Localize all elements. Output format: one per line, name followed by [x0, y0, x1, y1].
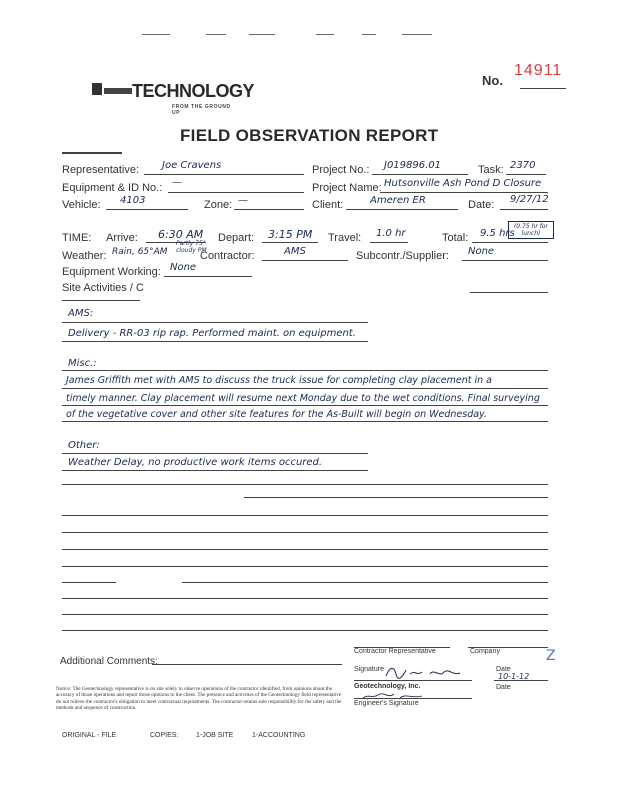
project-name-value: Hutsonville Ash Pond D Closure — [384, 178, 542, 189]
engineer-date-label: Date — [496, 684, 511, 691]
task-value: 2370 — [510, 160, 536, 171]
equipment-working-value: None — [170, 262, 197, 273]
contractor-value: AMS — [284, 246, 306, 257]
other-title: Other: — [68, 440, 100, 451]
copy-job-site: 1-JOB SITE — [196, 732, 234, 739]
weather-note: Partly 75° cloudy PM — [176, 240, 207, 254]
additional-comments-label: Additional Comments: — [60, 656, 158, 667]
signature-label: Signature — [354, 666, 384, 673]
date-value: 9/27/12 — [510, 194, 549, 205]
margin-mark: Z — [546, 648, 556, 664]
misc-title: Misc.: — [68, 358, 97, 369]
scan-mark — [142, 34, 170, 35]
page-title: FIELD OBSERVATION REPORT — [180, 126, 439, 145]
vehicle-label: Vehicle: — [62, 199, 101, 211]
client-value: Ameren ER — [370, 195, 426, 206]
logo-text: TECHNOLOGY — [132, 81, 255, 101]
copy-accounting: 1-ACCOUNTING — [252, 732, 306, 739]
zone-label: Zone: — [204, 199, 233, 211]
equipment-id-label: Equipment & ID No.: — [62, 182, 163, 194]
notice-text: Notice: The Geotechnology representative is on site solely to observe operations of the contractor identified, from opinions about the accuracy of those operations and report those opinions to the client. The presence and activities of the Geotechnology field representative do not relieve the contractor's obligation to meet contractual requirements. The contractor retains sole responsibility for the safety and the methods and sequence of construction. — [56, 686, 342, 712]
scan-mark — [206, 34, 226, 35]
representative-value: Joe Cravens — [162, 160, 222, 171]
total-note: (0.75 hr for lunch) — [508, 221, 554, 239]
engineer-signature — [360, 688, 430, 698]
total-label: Total: — [442, 232, 469, 244]
subcontractor-value: None — [468, 246, 495, 257]
arrive-value: 6:30 AM — [158, 228, 204, 241]
signature-date-label: Date — [496, 666, 511, 673]
signature-date: 10-1-12 — [498, 672, 530, 681]
weather-label: Weather: — [62, 250, 107, 262]
arrive-label: Arrive: — [106, 232, 138, 244]
representative-label: Representative: — [62, 164, 140, 176]
project-no-value: J019896.01 — [384, 160, 442, 171]
logo-tagline: FROM THE GROUND UP — [172, 104, 231, 116]
misc-line-3: of the vegetative cover and other site features for the As-Built will begin on Wednesday. — [66, 409, 487, 420]
contractor-rep-label: Contractor Representative — [354, 648, 436, 655]
ams-title: AMS: — [68, 308, 94, 319]
report-number-label: No. — [482, 73, 503, 88]
project-no-label: Project No.: — [312, 164, 370, 176]
weather-value: Rain, 65°AM — [112, 247, 168, 257]
time-label: TIME: — [62, 232, 92, 244]
date-label: Date: — [468, 199, 495, 211]
misc-line-2: timely manner. Clay placement will resume next Monday due to the wet conditions. Final surveying — [66, 393, 540, 404]
depart-value: 3:15 PM — [268, 228, 313, 241]
depart-label: Depart: — [218, 232, 255, 244]
equipment-id-value: — — [172, 177, 182, 188]
scan-mark — [249, 34, 275, 35]
misc-line-1: James Griffith met with AMS to discuss the truck issue for completing clay placement in a — [66, 375, 492, 386]
scan-mark — [316, 34, 334, 35]
ams-note: Delivery - RR-03 rip rap. Performed maint. on equipment. — [68, 328, 356, 339]
company-logo — [90, 80, 255, 116]
client-label: Client: — [312, 199, 344, 211]
logo-mark-icon — [92, 83, 102, 95]
company-label: Company — [470, 648, 500, 655]
copies-label: COPIES: — [150, 732, 179, 739]
site-activities-label: Site Activities / C — [62, 282, 144, 294]
contractor-signature — [384, 664, 474, 680]
zone-value: — — [238, 195, 248, 206]
geotech-label: Geotechnology, Inc. — [354, 683, 421, 690]
scan-mark — [362, 34, 376, 35]
project-name-label: Project Name: — [312, 182, 382, 194]
engineer-signature-label: Engineer's Signature — [354, 700, 419, 707]
travel-label: Travel: — [328, 232, 362, 244]
travel-value: 1.0 hr — [376, 228, 406, 239]
logo-mark-icon — [104, 88, 132, 94]
other-note: Weather Delay, no productive work items occured. — [68, 457, 323, 468]
subcontractor-label: Subcontr./Supplier: — [356, 250, 449, 262]
contractor-label: Contractor: — [200, 250, 255, 262]
report-number: 14911 — [514, 62, 563, 79]
equipment-working-label: Equipment Working: — [62, 266, 161, 278]
task-label: Task: — [478, 164, 504, 176]
total-value: 9.5 hrs — [480, 228, 515, 239]
scan-mark — [402, 34, 432, 35]
vehicle-value: 4103 — [120, 195, 146, 206]
copy-original: ORIGINAL - FILE — [62, 732, 117, 739]
